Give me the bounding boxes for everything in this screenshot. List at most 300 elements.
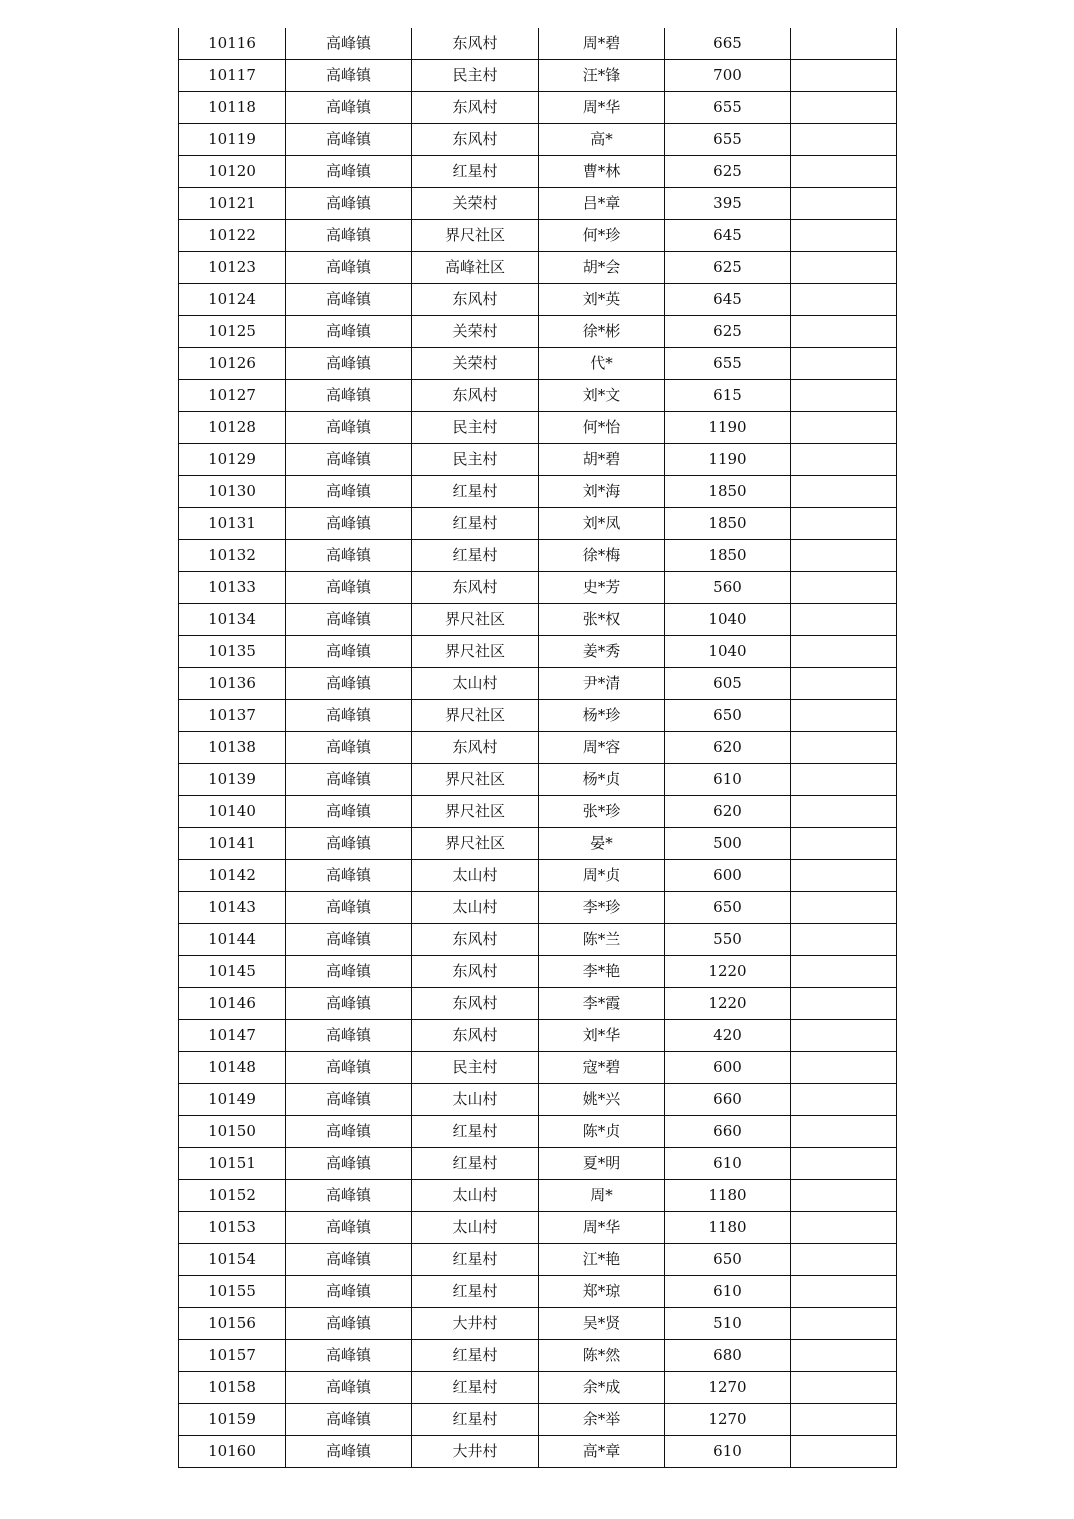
cell-serial-number: 10129 bbox=[179, 444, 286, 476]
cell-serial-number: 10139 bbox=[179, 764, 286, 796]
cell-town: 高峰镇 bbox=[286, 508, 412, 540]
cell-amount: 1220 bbox=[665, 956, 791, 988]
table-row bbox=[179, 348, 897, 380]
table-row bbox=[179, 604, 897, 636]
cell-serial-number: 10134 bbox=[179, 604, 286, 636]
cell-note bbox=[791, 444, 897, 476]
cell-town: 高峰镇 bbox=[286, 284, 412, 316]
cell-town: 高峰镇 bbox=[286, 924, 412, 956]
table-row bbox=[179, 1308, 897, 1340]
cell-serial-number: 10137 bbox=[179, 700, 286, 732]
cell-village: 民主村 bbox=[412, 1052, 539, 1084]
cell-village: 界尺社区 bbox=[412, 700, 539, 732]
cell-serial-number: 10155 bbox=[179, 1276, 286, 1308]
cell-town: 高峰镇 bbox=[286, 604, 412, 636]
cell-person-name: 胡*碧 bbox=[539, 444, 665, 476]
cell-village: 红星村 bbox=[412, 1404, 539, 1436]
cell-town: 高峰镇 bbox=[286, 1052, 412, 1084]
cell-person-name: 周*华 bbox=[539, 1212, 665, 1244]
cell-amount: 1270 bbox=[665, 1404, 791, 1436]
cell-amount: 610 bbox=[665, 1148, 791, 1180]
cell-amount: 610 bbox=[665, 764, 791, 796]
cell-amount: 1180 bbox=[665, 1180, 791, 1212]
table-row bbox=[179, 860, 897, 892]
cell-town: 高峰镇 bbox=[286, 636, 412, 668]
cell-person-name: 周*贞 bbox=[539, 860, 665, 892]
cell-person-name: 胡*会 bbox=[539, 252, 665, 284]
cell-person-name: 尹*清 bbox=[539, 668, 665, 700]
cell-person-name: 徐*梅 bbox=[539, 540, 665, 572]
cell-note bbox=[791, 1276, 897, 1308]
cell-person-name: 刘*华 bbox=[539, 1020, 665, 1052]
cell-note bbox=[791, 1148, 897, 1180]
cell-amount: 610 bbox=[665, 1436, 791, 1468]
cell-amount: 610 bbox=[665, 1276, 791, 1308]
cell-town: 高峰镇 bbox=[286, 796, 412, 828]
cell-town: 高峰镇 bbox=[286, 828, 412, 860]
table-body bbox=[179, 28, 897, 1468]
table-row bbox=[179, 508, 897, 540]
table-row bbox=[179, 1404, 897, 1436]
cell-village: 高峰社区 bbox=[412, 252, 539, 284]
cell-village: 东风村 bbox=[412, 988, 539, 1020]
cell-note bbox=[791, 540, 897, 572]
cell-town: 高峰镇 bbox=[286, 540, 412, 572]
table-row bbox=[179, 156, 897, 188]
cell-note bbox=[791, 732, 897, 764]
cell-amount: 655 bbox=[665, 92, 791, 124]
cell-serial-number: 10131 bbox=[179, 508, 286, 540]
cell-person-name: 高* bbox=[539, 124, 665, 156]
cell-town: 高峰镇 bbox=[286, 1116, 412, 1148]
cell-note bbox=[791, 412, 897, 444]
cell-town: 高峰镇 bbox=[286, 124, 412, 156]
cell-amount: 1850 bbox=[665, 540, 791, 572]
table-row bbox=[179, 188, 897, 220]
cell-village: 太山村 bbox=[412, 1084, 539, 1116]
cell-note bbox=[791, 1244, 897, 1276]
cell-serial-number: 10130 bbox=[179, 476, 286, 508]
cell-person-name: 何*珍 bbox=[539, 220, 665, 252]
cell-town: 高峰镇 bbox=[286, 956, 412, 988]
cell-note bbox=[791, 572, 897, 604]
cell-serial-number: 10159 bbox=[179, 1404, 286, 1436]
cell-note bbox=[791, 252, 897, 284]
cell-note bbox=[791, 156, 897, 188]
cell-note bbox=[791, 316, 897, 348]
cell-village: 东风村 bbox=[412, 732, 539, 764]
cell-town: 高峰镇 bbox=[286, 412, 412, 444]
table-row bbox=[179, 1020, 897, 1052]
cell-person-name: 吴*贤 bbox=[539, 1308, 665, 1340]
cell-person-name: 汪*锋 bbox=[539, 60, 665, 92]
cell-amount: 1180 bbox=[665, 1212, 791, 1244]
cell-amount: 650 bbox=[665, 700, 791, 732]
cell-person-name: 刘*文 bbox=[539, 380, 665, 412]
cell-person-name: 陈*贞 bbox=[539, 1116, 665, 1148]
cell-amount: 1850 bbox=[665, 508, 791, 540]
cell-amount: 1270 bbox=[665, 1372, 791, 1404]
cell-town: 高峰镇 bbox=[286, 700, 412, 732]
table-row bbox=[179, 252, 897, 284]
cell-village: 红星村 bbox=[412, 508, 539, 540]
cell-person-name: 周* bbox=[539, 1180, 665, 1212]
cell-village: 界尺社区 bbox=[412, 604, 539, 636]
cell-town: 高峰镇 bbox=[286, 220, 412, 252]
cell-amount: 1040 bbox=[665, 604, 791, 636]
table-row bbox=[179, 1244, 897, 1276]
cell-village: 红星村 bbox=[412, 1148, 539, 1180]
cell-town: 高峰镇 bbox=[286, 1212, 412, 1244]
cell-town: 高峰镇 bbox=[286, 444, 412, 476]
cell-village: 东风村 bbox=[412, 956, 539, 988]
table-row bbox=[179, 540, 897, 572]
cell-village: 红星村 bbox=[412, 1244, 539, 1276]
table-row bbox=[179, 1148, 897, 1180]
cell-serial-number: 10160 bbox=[179, 1436, 286, 1468]
table-row bbox=[179, 636, 897, 668]
cell-town: 高峰镇 bbox=[286, 476, 412, 508]
table-row bbox=[179, 700, 897, 732]
cell-person-name: 余*举 bbox=[539, 1404, 665, 1436]
cell-village: 界尺社区 bbox=[412, 636, 539, 668]
cell-village: 太山村 bbox=[412, 1212, 539, 1244]
cell-note bbox=[791, 892, 897, 924]
cell-amount: 550 bbox=[665, 924, 791, 956]
cell-serial-number: 10142 bbox=[179, 860, 286, 892]
cell-town: 高峰镇 bbox=[286, 1020, 412, 1052]
cell-note bbox=[791, 924, 897, 956]
cell-serial-number: 10118 bbox=[179, 92, 286, 124]
cell-amount: 645 bbox=[665, 284, 791, 316]
cell-amount: 625 bbox=[665, 252, 791, 284]
cell-note bbox=[791, 828, 897, 860]
cell-note bbox=[791, 348, 897, 380]
table-row bbox=[179, 284, 897, 316]
cell-amount: 600 bbox=[665, 860, 791, 892]
cell-person-name: 刘*凤 bbox=[539, 508, 665, 540]
cell-town: 高峰镇 bbox=[286, 572, 412, 604]
cell-note bbox=[791, 220, 897, 252]
cell-village: 东风村 bbox=[412, 924, 539, 956]
cell-serial-number: 10148 bbox=[179, 1052, 286, 1084]
cell-town: 高峰镇 bbox=[286, 1084, 412, 1116]
cell-person-name: 杨*珍 bbox=[539, 700, 665, 732]
cell-town: 高峰镇 bbox=[286, 1372, 412, 1404]
cell-amount: 1190 bbox=[665, 412, 791, 444]
data-table bbox=[178, 28, 897, 1468]
table-row bbox=[179, 1372, 897, 1404]
table-row bbox=[179, 380, 897, 412]
cell-serial-number: 10144 bbox=[179, 924, 286, 956]
cell-town: 高峰镇 bbox=[286, 892, 412, 924]
cell-village: 太山村 bbox=[412, 1180, 539, 1212]
cell-serial-number: 10145 bbox=[179, 956, 286, 988]
cell-serial-number: 10128 bbox=[179, 412, 286, 444]
cell-amount: 605 bbox=[665, 668, 791, 700]
cell-village: 红星村 bbox=[412, 1340, 539, 1372]
cell-serial-number: 10119 bbox=[179, 124, 286, 156]
cell-town: 高峰镇 bbox=[286, 156, 412, 188]
cell-amount: 625 bbox=[665, 156, 791, 188]
cell-village: 关荣村 bbox=[412, 188, 539, 220]
cell-town: 高峰镇 bbox=[286, 1148, 412, 1180]
cell-village: 东风村 bbox=[412, 284, 539, 316]
cell-amount: 655 bbox=[665, 348, 791, 380]
cell-note bbox=[791, 1436, 897, 1468]
cell-serial-number: 10140 bbox=[179, 796, 286, 828]
cell-town: 高峰镇 bbox=[286, 1244, 412, 1276]
table-row bbox=[179, 1180, 897, 1212]
cell-person-name: 郑*琼 bbox=[539, 1276, 665, 1308]
cell-town: 高峰镇 bbox=[286, 732, 412, 764]
cell-village: 关荣村 bbox=[412, 348, 539, 380]
cell-serial-number: 10125 bbox=[179, 316, 286, 348]
cell-amount: 1040 bbox=[665, 636, 791, 668]
cell-amount: 620 bbox=[665, 732, 791, 764]
cell-serial-number: 10138 bbox=[179, 732, 286, 764]
cell-serial-number: 10141 bbox=[179, 828, 286, 860]
cell-serial-number: 10126 bbox=[179, 348, 286, 380]
cell-serial-number: 10133 bbox=[179, 572, 286, 604]
cell-town: 高峰镇 bbox=[286, 1308, 412, 1340]
cell-town: 高峰镇 bbox=[286, 1404, 412, 1436]
cell-amount: 600 bbox=[665, 1052, 791, 1084]
table-row bbox=[179, 956, 897, 988]
cell-note bbox=[791, 956, 897, 988]
table-row bbox=[179, 60, 897, 92]
cell-village: 东风村 bbox=[412, 92, 539, 124]
cell-note bbox=[791, 508, 897, 540]
cell-amount: 560 bbox=[665, 572, 791, 604]
cell-amount: 655 bbox=[665, 124, 791, 156]
table-row bbox=[179, 572, 897, 604]
cell-serial-number: 10143 bbox=[179, 892, 286, 924]
cell-note bbox=[791, 1212, 897, 1244]
cell-note bbox=[791, 1020, 897, 1052]
cell-person-name: 高*章 bbox=[539, 1436, 665, 1468]
cell-note bbox=[791, 988, 897, 1020]
cell-serial-number: 10150 bbox=[179, 1116, 286, 1148]
cell-amount: 625 bbox=[665, 316, 791, 348]
cell-person-name: 代* bbox=[539, 348, 665, 380]
cell-serial-number: 10117 bbox=[179, 60, 286, 92]
cell-note bbox=[791, 764, 897, 796]
cell-person-name: 徐*彬 bbox=[539, 316, 665, 348]
cell-serial-number: 10127 bbox=[179, 380, 286, 412]
cell-person-name: 何*怡 bbox=[539, 412, 665, 444]
cell-village: 红星村 bbox=[412, 1372, 539, 1404]
cell-town: 高峰镇 bbox=[286, 860, 412, 892]
cell-village: 太山村 bbox=[412, 860, 539, 892]
cell-note bbox=[791, 1084, 897, 1116]
cell-town: 高峰镇 bbox=[286, 28, 412, 60]
cell-amount: 1190 bbox=[665, 444, 791, 476]
cell-amount: 650 bbox=[665, 1244, 791, 1276]
cell-person-name: 李*霞 bbox=[539, 988, 665, 1020]
cell-person-name: 姜*秀 bbox=[539, 636, 665, 668]
cell-person-name: 陈*兰 bbox=[539, 924, 665, 956]
cell-person-name: 夏*明 bbox=[539, 1148, 665, 1180]
cell-person-name: 周*碧 bbox=[539, 28, 665, 60]
cell-amount: 420 bbox=[665, 1020, 791, 1052]
cell-town: 高峰镇 bbox=[286, 668, 412, 700]
cell-serial-number: 10149 bbox=[179, 1084, 286, 1116]
cell-village: 红星村 bbox=[412, 476, 539, 508]
cell-village: 太山村 bbox=[412, 892, 539, 924]
cell-serial-number: 10151 bbox=[179, 1148, 286, 1180]
cell-serial-number: 10156 bbox=[179, 1308, 286, 1340]
cell-note bbox=[791, 188, 897, 220]
cell-village: 红星村 bbox=[412, 1116, 539, 1148]
cell-village: 大井村 bbox=[412, 1436, 539, 1468]
cell-village: 民主村 bbox=[412, 412, 539, 444]
table-row bbox=[179, 1116, 897, 1148]
cell-person-name: 曹*林 bbox=[539, 156, 665, 188]
cell-person-name: 史*芳 bbox=[539, 572, 665, 604]
cell-serial-number: 10158 bbox=[179, 1372, 286, 1404]
cell-village: 民主村 bbox=[412, 60, 539, 92]
cell-note bbox=[791, 380, 897, 412]
cell-village: 红星村 bbox=[412, 1276, 539, 1308]
table-row bbox=[179, 1212, 897, 1244]
cell-person-name: 吕*章 bbox=[539, 188, 665, 220]
cell-person-name: 周*容 bbox=[539, 732, 665, 764]
cell-serial-number: 10132 bbox=[179, 540, 286, 572]
cell-amount: 660 bbox=[665, 1116, 791, 1148]
cell-serial-number: 10135 bbox=[179, 636, 286, 668]
cell-serial-number: 10157 bbox=[179, 1340, 286, 1372]
cell-town: 高峰镇 bbox=[286, 60, 412, 92]
cell-serial-number: 10120 bbox=[179, 156, 286, 188]
cell-town: 高峰镇 bbox=[286, 252, 412, 284]
cell-note bbox=[791, 284, 897, 316]
cell-serial-number: 10121 bbox=[179, 188, 286, 220]
cell-amount: 395 bbox=[665, 188, 791, 220]
cell-note bbox=[791, 1340, 897, 1372]
cell-person-name: 李*珍 bbox=[539, 892, 665, 924]
cell-person-name: 李*艳 bbox=[539, 956, 665, 988]
table-row bbox=[179, 1084, 897, 1116]
cell-village: 红星村 bbox=[412, 540, 539, 572]
table-row bbox=[179, 924, 897, 956]
cell-serial-number: 10146 bbox=[179, 988, 286, 1020]
table-row bbox=[179, 124, 897, 156]
cell-village: 东风村 bbox=[412, 1020, 539, 1052]
cell-town: 高峰镇 bbox=[286, 380, 412, 412]
table-row bbox=[179, 92, 897, 124]
cell-note bbox=[791, 92, 897, 124]
table-row bbox=[179, 1340, 897, 1372]
cell-amount: 680 bbox=[665, 1340, 791, 1372]
cell-amount: 500 bbox=[665, 828, 791, 860]
table-row bbox=[179, 828, 897, 860]
table-row bbox=[179, 28, 897, 60]
cell-village: 界尺社区 bbox=[412, 796, 539, 828]
cell-person-name: 张*珍 bbox=[539, 796, 665, 828]
cell-town: 高峰镇 bbox=[286, 764, 412, 796]
table-row bbox=[179, 892, 897, 924]
table-row bbox=[179, 988, 897, 1020]
cell-amount: 645 bbox=[665, 220, 791, 252]
cell-note bbox=[791, 476, 897, 508]
cell-amount: 650 bbox=[665, 892, 791, 924]
cell-serial-number: 10136 bbox=[179, 668, 286, 700]
cell-note bbox=[791, 1180, 897, 1212]
table-row bbox=[179, 220, 897, 252]
cell-town: 高峰镇 bbox=[286, 988, 412, 1020]
cell-note bbox=[791, 796, 897, 828]
cell-note bbox=[791, 604, 897, 636]
cell-amount: 700 bbox=[665, 60, 791, 92]
cell-note bbox=[791, 636, 897, 668]
cell-note bbox=[791, 124, 897, 156]
cell-person-name: 江*艳 bbox=[539, 1244, 665, 1276]
cell-note bbox=[791, 700, 897, 732]
table-row bbox=[179, 476, 897, 508]
cell-amount: 620 bbox=[665, 796, 791, 828]
cell-village: 东风村 bbox=[412, 572, 539, 604]
table-row bbox=[179, 764, 897, 796]
cell-village: 民主村 bbox=[412, 444, 539, 476]
cell-person-name: 杨*贞 bbox=[539, 764, 665, 796]
cell-person-name: 晏* bbox=[539, 828, 665, 860]
cell-town: 高峰镇 bbox=[286, 92, 412, 124]
cell-town: 高峰镇 bbox=[286, 1436, 412, 1468]
cell-note bbox=[791, 1116, 897, 1148]
cell-person-name: 周*华 bbox=[539, 92, 665, 124]
cell-town: 高峰镇 bbox=[286, 1276, 412, 1308]
table-row bbox=[179, 732, 897, 764]
cell-amount: 1850 bbox=[665, 476, 791, 508]
cell-amount: 665 bbox=[665, 28, 791, 60]
cell-person-name: 姚*兴 bbox=[539, 1084, 665, 1116]
table-row bbox=[179, 1276, 897, 1308]
cell-amount: 660 bbox=[665, 1084, 791, 1116]
cell-village: 东风村 bbox=[412, 28, 539, 60]
cell-town: 高峰镇 bbox=[286, 1340, 412, 1372]
cell-person-name: 张*权 bbox=[539, 604, 665, 636]
cell-serial-number: 10154 bbox=[179, 1244, 286, 1276]
cell-village: 界尺社区 bbox=[412, 220, 539, 252]
cell-village: 太山村 bbox=[412, 668, 539, 700]
cell-note bbox=[791, 1372, 897, 1404]
cell-serial-number: 10147 bbox=[179, 1020, 286, 1052]
cell-serial-number: 10152 bbox=[179, 1180, 286, 1212]
cell-village: 大井村 bbox=[412, 1308, 539, 1340]
cell-amount: 615 bbox=[665, 380, 791, 412]
cell-serial-number: 10116 bbox=[179, 28, 286, 60]
cell-amount: 1220 bbox=[665, 988, 791, 1020]
cell-person-name: 寇*碧 bbox=[539, 1052, 665, 1084]
cell-serial-number: 10123 bbox=[179, 252, 286, 284]
cell-note bbox=[791, 28, 897, 60]
cell-note bbox=[791, 1052, 897, 1084]
cell-village: 关荣村 bbox=[412, 316, 539, 348]
cell-town: 高峰镇 bbox=[286, 188, 412, 220]
cell-village: 界尺社区 bbox=[412, 828, 539, 860]
cell-person-name: 刘*英 bbox=[539, 284, 665, 316]
table-row bbox=[179, 412, 897, 444]
table-row bbox=[179, 668, 897, 700]
cell-amount: 510 bbox=[665, 1308, 791, 1340]
cell-note bbox=[791, 60, 897, 92]
cell-village: 界尺社区 bbox=[412, 764, 539, 796]
cell-note bbox=[791, 1404, 897, 1436]
table-row bbox=[179, 316, 897, 348]
cell-note bbox=[791, 668, 897, 700]
table-row bbox=[179, 1436, 897, 1468]
